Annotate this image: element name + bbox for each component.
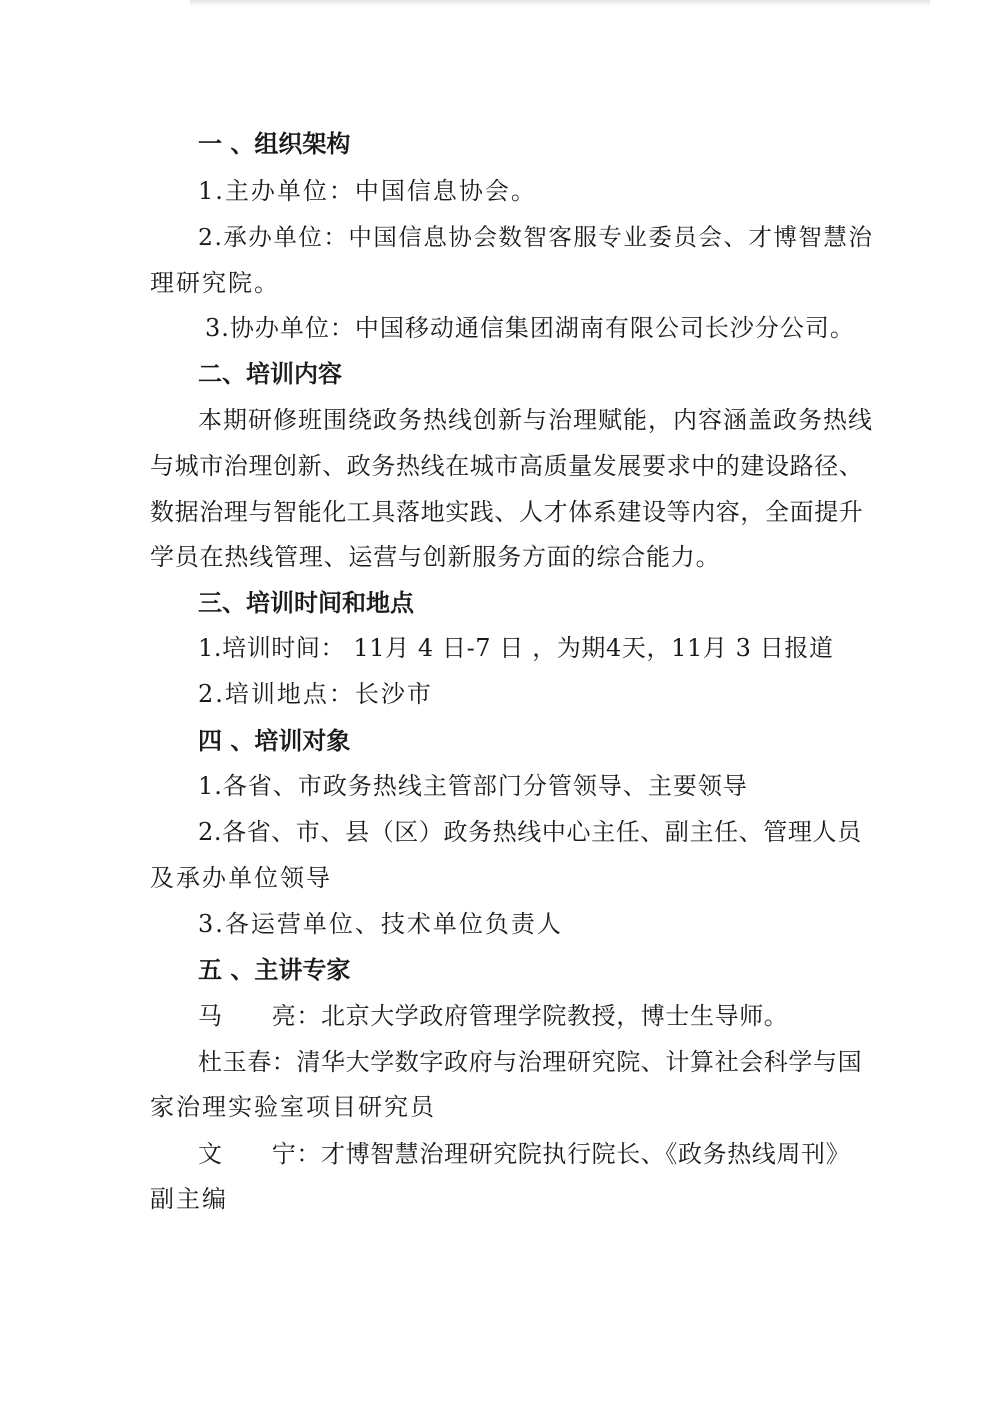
org-organizer-line2: 理研究院。 [150,269,280,297]
expert-wen-ning-line2: 副主编 [150,1185,228,1213]
expert-ma-liang: 马 亮：北京大学政府管理学院教授，博士生导师。 [198,1002,789,1030]
section-heading-experts: 五 、主讲专家 [198,956,351,984]
expert-du-yuchun-line2: 家治理实验室项目研究员 [150,1093,436,1121]
section-heading-audience: 四 、培训对象 [198,727,351,755]
section-heading-content: 二、培训内容 [198,360,342,388]
section-heading-time-place: 三、培训时间和地点 [198,589,414,617]
expert-du-yuchun-line1: 杜玉春：清华大学数字政府与治理研究院、计算社会科学与国 [198,1048,863,1076]
audience-item1: 1.各省、市政务热线主管部门分管领导、主要领导 [198,772,748,800]
content-paragraph-line1: 本期研修班围绕政务热线创新与治理赋能，内容涵盖政务热线 [198,406,873,434]
org-co-organizer: 3.协办单位：中国移动通信集团湖南有限公司长沙分公司。 [205,314,855,342]
training-time: 1.培训时间： 11月 4 日-7 日 ，为期4天，11月 3 日报道 [198,634,834,662]
training-location: 2.培训地点：长沙市 [198,680,433,708]
section-heading-organization: 一 、组织架构 [198,130,351,158]
expert-wen-ning-line1: 文 宁：才博智慧治理研究院执行院长、《政务热线周刊》 [198,1140,851,1168]
audience-item2-line2: 及承办单位领导 [150,864,332,892]
scan-edge-artifact [190,0,930,6]
content-paragraph-line2: 与城市治理创新、政务热线在城市高质量发展要求中的建设路径、 [150,452,864,480]
org-organizer-line1: 2.承办单位：中国信息协会数智客服专业委员会、才博智慧治 [198,223,874,251]
org-host: 1.主办单位：中国信息协会。 [198,177,537,205]
audience-item2-line1: 2.各省、市、县（区）政务热线中心主任、副主任、管理人员 [198,818,862,846]
content-paragraph-line4: 学员在热线管理、运营与创新服务方面的综合能力。 [150,543,721,571]
content-paragraph-line3: 数据治理与智能化工具落地实践、人才体系建设等内容，全面提升 [150,498,864,526]
audience-item3: 3.各运营单位、技术单位负责人 [198,910,563,938]
